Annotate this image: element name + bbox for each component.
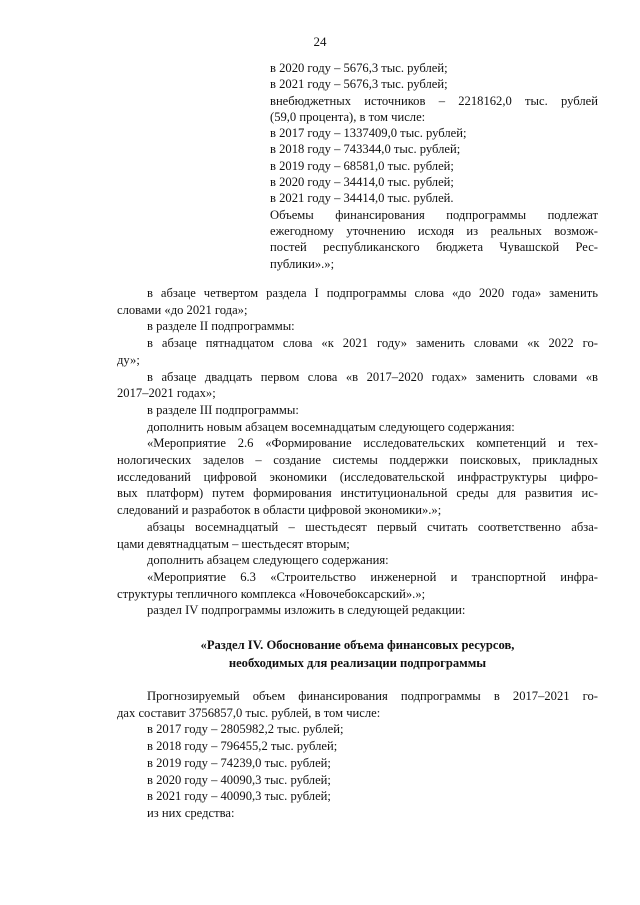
forecast-year-item: в 2019 году – 74239,0 тыс. рублей;	[147, 755, 331, 770]
amendment-paragraph-cont: вых платформ) путем формирования институциональной среды для развития ис-	[117, 486, 598, 501]
forecast-year-item: в 2020 году – 40090,3 тыс. рублей;	[147, 772, 331, 787]
financing-line: внебюджетных источников – 2218162,0 тыс. рублей	[270, 93, 598, 108]
financing-line: в 2017 году – 1337409,0 тыс. рублей;	[270, 126, 467, 141]
financing-line: Объемы финансирования подпрограммы подлежат	[270, 207, 598, 222]
section-heading: необходимых для реализации подпрограммы	[228, 656, 487, 671]
amendment-paragraph: в абзаце двадцать первом слова «в 2017–2020 годах» заменить словами «в	[147, 369, 598, 384]
financing-line: в 2021 году – 34414,0 тыс. рублей.	[270, 191, 454, 206]
amendment-paragraph-cont: ду»;	[117, 352, 140, 367]
amendment-paragraph: раздел IV подпрограммы изложить в следующей редакции:	[147, 603, 466, 618]
page-number: 24	[313, 34, 327, 49]
amendment-paragraph: в разделе III подпрограммы:	[147, 402, 299, 417]
forecast-year-item: в 2017 году – 2805982,2 тыс. рублей;	[147, 722, 344, 737]
amendment-paragraph: в разделе II подпрограммы:	[147, 319, 295, 334]
amendments-body	[117, 285, 598, 822]
amendment-paragraph: «Мероприятие 6.3 «Строительство инженерной и транспортной инфра-	[147, 569, 598, 584]
amendment-paragraph-cont: словами «до 2021 года»;	[117, 302, 248, 317]
forecast-intro-cont: дах составит 3756857,0 тыс. рублей, в том числе:	[117, 705, 381, 720]
amendment-paragraph: дополнить новым абзацем восемнадцатым следующего содержания:	[147, 419, 515, 434]
amendment-paragraph-cont: структуры тепличного комплекса «Новочебоксарский».»;	[117, 586, 426, 601]
financing-line: в 2020 году – 5676,3 тыс. рублей;	[270, 61, 448, 75]
amendment-paragraph-cont: следований и разработок в области цифровой экономики».»;	[117, 503, 442, 518]
amendment-paragraph-cont: цами девятнадцатым – шестьдесят вторым;	[117, 536, 350, 551]
financing-block	[270, 60, 598, 272]
amendment-paragraph: в абзаце четвертом раздела I подпрограммы слова «до 2020 года» заменить	[147, 286, 598, 300]
amendment-paragraph-cont: 2017–2021 годах»;	[117, 386, 216, 401]
financing-line: в 2020 году – 34414,0 тыс. рублей;	[270, 175, 454, 190]
forecast-years-list	[117, 721, 598, 821]
forecast-intro: Прогнозируемый объем финансирования подпрограммы в 2017–2021 го-	[147, 689, 598, 704]
financing-line: публики».»;	[270, 256, 335, 271]
amendment-paragraph-cont: нологических заделов – создание системы поддержки поисковых, прикладных	[117, 453, 598, 468]
financing-line: в 2021 году – 5676,3 тыс. рублей;	[270, 77, 448, 92]
forecast-closing: из них средства:	[147, 805, 235, 820]
financing-line: (59,0 процента), в том числе:	[270, 109, 426, 124]
forecast-year-item: в 2018 году – 796455,2 тыс. рублей;	[147, 739, 338, 754]
amendment-paragraph: «Мероприятие 2.6 «Формирование исследовательских компетенций и тех-	[147, 436, 598, 451]
amendment-paragraph: в абзаце пятнадцатом слова «к 2021 году» заменить словами «к 2022 го-	[147, 336, 598, 351]
amendment-paragraph: абзацы восемнадцатый – шестьдесят первый считать соответственно абза-	[147, 519, 598, 534]
financing-line: в 2018 году – 743344,0 тыс. рублей;	[270, 142, 461, 157]
amendment-paragraph: дополнить абзацем следующего содержания:	[147, 553, 389, 568]
financing-line: в 2019 году – 68581,0 тыс. рублей;	[270, 158, 454, 173]
amendment-paragraph-cont: исследований цифровой экономики (исследовательской инфраструктуры цифро-	[117, 469, 598, 484]
forecast-year-item: в 2021 году – 40090,3 тыс. рублей;	[147, 789, 331, 804]
financing-line: постей республиканского бюджета Чувашской Рес-	[270, 240, 598, 255]
financing-line: ежегодному уточнению исходя из реальных возмож-	[270, 223, 598, 238]
section-heading: «Раздел IV. Обоснование объема финансовых ресурсов,	[200, 638, 515, 653]
